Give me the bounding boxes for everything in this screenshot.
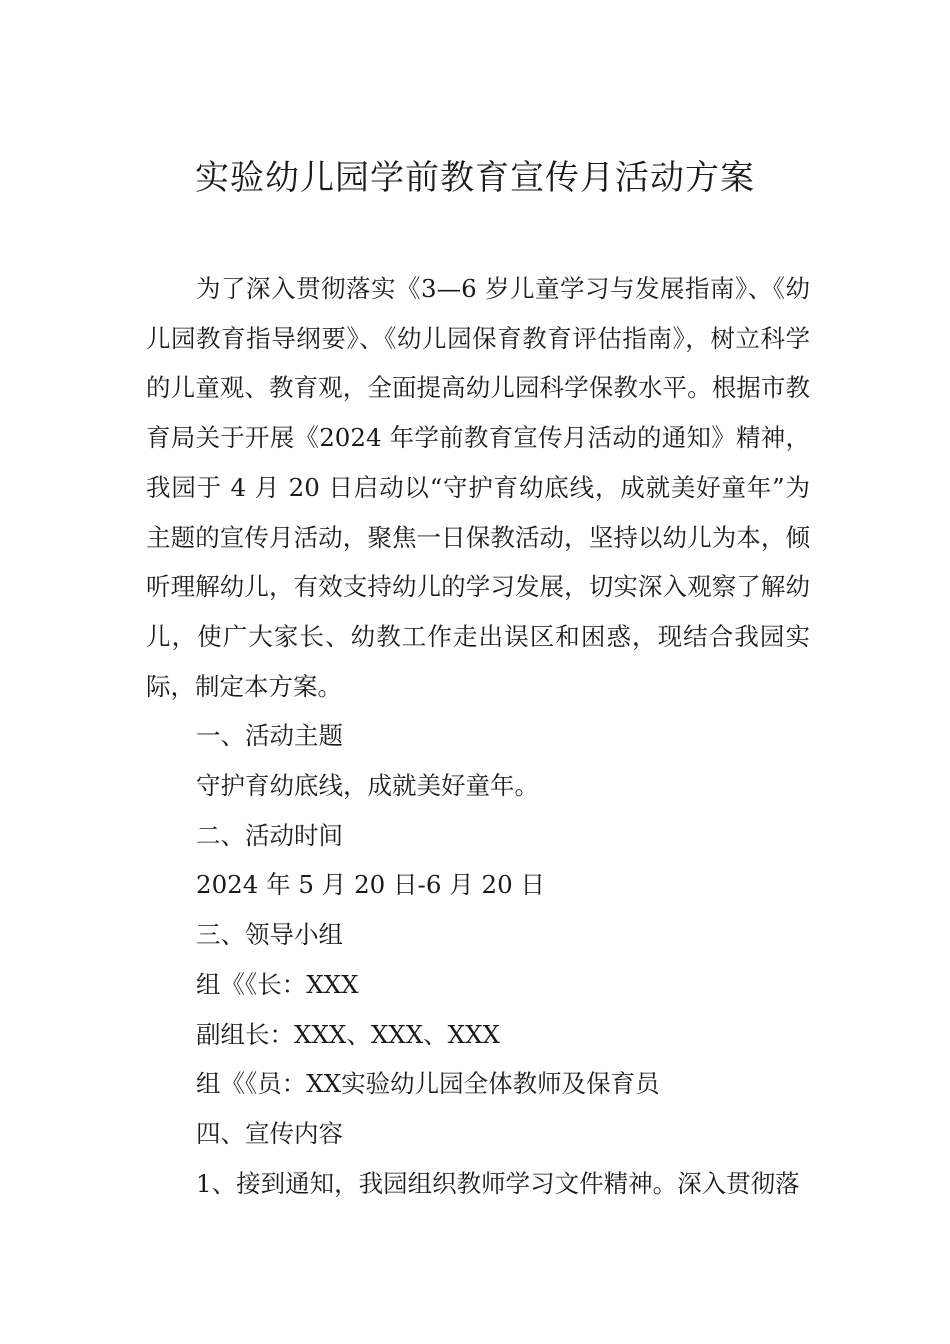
document-title: 实验幼儿园学前教育宣传月活动方案 xyxy=(195,158,755,198)
section-heading-time: 二、活动时间 xyxy=(196,820,343,850)
content-item-1: 1、接到通知，我园组织教师学习文件精神。深入贯彻落 xyxy=(196,1168,800,1198)
intro-paragraph: 为了深入贯彻落实《3—6 岁儿童学习与发展指南》、《幼儿园教育指导纲要》、《幼儿园保育教育评估指南》，树立科学的儿童观、教育观，全面提高幼儿园科学保教水平。根据市教育局关于开展《2024 年学前教育宣传月活动的通知》精神，我园于 4 月 20 日启动以“守护育幼底线，成就美好童年”为主题的宣传月活动，聚焦一日保教活动，坚持以幼儿为本，倾听理解幼儿，有效支持幼儿的学习发展，切实深入观察了解幼儿，使广大家长、幼教工作走出误区和困惑，现结合我园实际，制定本方案。 xyxy=(146,274,810,701)
section-heading-leadership: 三、领导小组 xyxy=(196,920,343,950)
deputy-line: 副组长：XXX、XXX、XXX xyxy=(196,1019,500,1049)
theme-text: 守护育幼底线，成就美好童年。 xyxy=(196,771,539,801)
document-body xyxy=(146,264,810,1208)
leader-line: 组《《长：XXX xyxy=(196,969,359,999)
time-text: 2024 年 5 月 20 日-6 月 20 日 xyxy=(196,870,545,900)
members-line: 组《《员：XX实验幼儿园全体教师及保育员 xyxy=(196,1069,660,1099)
section-heading-theme: 一、活动主题 xyxy=(196,721,343,751)
section-heading-content: 四、宣传内容 xyxy=(196,1118,343,1148)
